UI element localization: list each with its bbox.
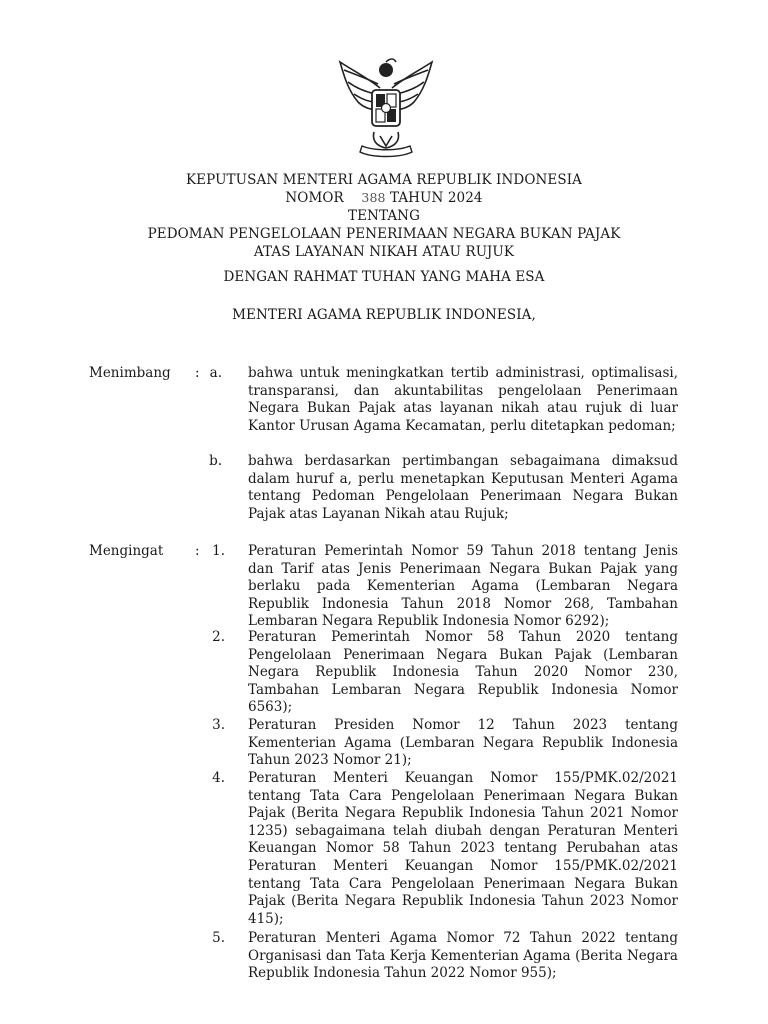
- decree-subject-line1: PEDOMAN PENGELOLAAN PENERIMAAN NEGARA BUKAN PAJAK: [147, 226, 621, 242]
- decree-title: KEPUTUSAN MENTERI AGAMA REPUBLIK INDONESIA: [185, 172, 582, 188]
- mengingat-item-1: Peraturan Pemerintah Nomor 59 Tahun 2018 tentang Jenis dan Tarif atas Jenis Penerimaan Negara Bukan Pajak yang berlaku pada Kementerian Agama (Lembaran Negara Republik Indonesia Tahun 2018 Nomor 268, Tambahan Lembaran Negara Republik Indonesia Nomor 6292);: [248, 543, 678, 630]
- mengingat-marker-5: 5.: [212, 930, 225, 946]
- mengingat-marker-2: 2.: [212, 629, 225, 645]
- mengingat-item-3: Peraturan Presiden Nomor 12 Tahun 2023 tentang Kementerian Agama (Lembaran Negara Republik Indonesia Tahun 2023 Nomor 21);: [248, 717, 678, 769]
- menteri-line: MENTERI AGAMA REPUBLIK INDONESIA,: [232, 307, 536, 323]
- menimbang-marker-b: b.: [209, 453, 222, 469]
- mengingat-colon: :: [195, 543, 200, 559]
- mengingat-marker-3: 3.: [212, 717, 225, 733]
- rahmat-line: DENGAN RAHMAT TUHAN YANG MAHA ESA: [223, 269, 545, 285]
- menimbang-item-b: bahwa berdasarkan pertimbangan sebagaimana dimaksud dalam huruf a, perlu menetapkan Keputusan Menteri Agama tentang Pedoman Pengelolaan Penerimaan Negara Bukan Pajak atas Layanan Nikah atau Rujuk;: [248, 453, 678, 522]
- mengingat-marker-4: 4.: [212, 770, 225, 786]
- menimbang-label: Menimbang: [89, 365, 171, 381]
- decree-number-line: NOMOR 388 TAHUN 2024: [285, 190, 483, 206]
- mengingat-item-2: Peraturan Pemerintah Nomor 58 Tahun 2020 tentang Pengelolaan Penerimaan Negara Bukan Pajak (Lembaran Negara Republik Indonesia Tahun 2020 Nomor 230, Tambahan Lembaran Negara Republik Indonesia Nomor 6563);: [248, 629, 678, 716]
- menimbang-marker-a: a.: [209, 365, 222, 381]
- mengingat-label: Mengingat: [89, 543, 164, 559]
- mengingat-item-5: Peraturan Menteri Agama Nomor 72 Tahun 2022 tentang Organisasi dan Tata Kerja Kementerian Agama (Berita Negara Republik Indonesia Tahun 2022 Nomor 955);: [248, 930, 678, 982]
- menimbang-item-a: bahwa untuk meningkatkan tertib administrasi, optimalisasi, transparansi, dan akuntabilitas pengelolaan Penerimaan Negara Bukan Pajak atas layanan nikah atau rujuk di luar Kantor Urusan Agama Kecamatan, perlu ditetapkan pedoman;: [248, 365, 678, 434]
- mengingat-item-4: Peraturan Menteri Keuangan Nomor 155/PMK.02/2021 tentang Tata Cara Pengelolaan Penerimaan Negara Bukan Pajak (Berita Negara Republik Indonesia Tahun 2021 Nomor 1235) sebagaimana telah diubah dengan Peraturan Menteri Keuangan Nomor 58 Tahun 2023 tentang Perubahan atas Peraturan Menteri Keuangan Nomor 155/PMK.02/2021 tentang Tata Cara Pengelolaan Penerimaan Negara Bukan Pajak (Berita Negara Republik Indonesia Tahun 2023 Nomor 415);: [248, 770, 678, 927]
- garuda-emblem-icon: [332, 48, 440, 160]
- mengingat-marker-1: 1.: [212, 543, 225, 559]
- decree-number: 388: [361, 190, 386, 205]
- tentang-label: TENTANG: [348, 208, 420, 224]
- decree-subject-line2: ATAS LAYANAN NIKAH ATAU RUJUK: [253, 244, 515, 260]
- decree-title-block: [0, 171, 768, 261]
- menimbang-colon: :: [195, 365, 200, 381]
